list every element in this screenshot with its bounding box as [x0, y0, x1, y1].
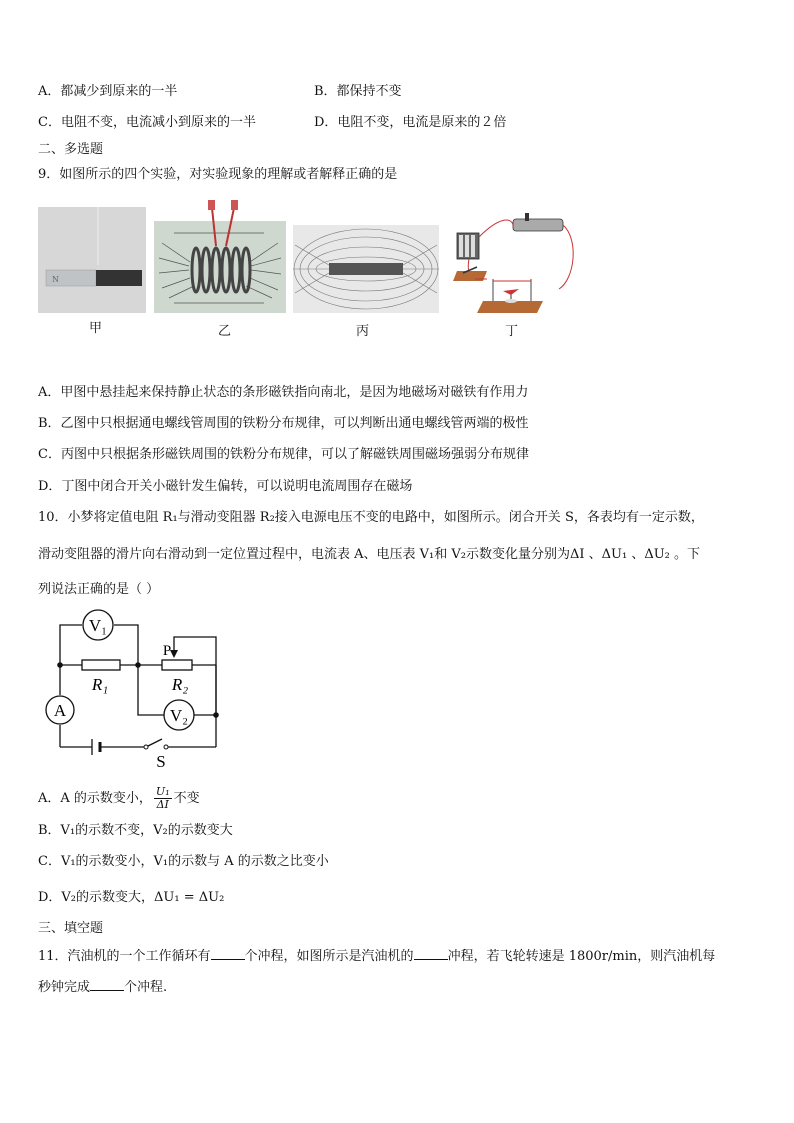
section-fill-blank-heading: 三、填空题 — [38, 921, 104, 936]
figure-jia-suspended-magnet — [38, 207, 146, 313]
figure-caption-ding: 丁 — [505, 324, 519, 339]
switch-s-label: S — [156, 752, 166, 770]
q10-option-c: C．V₁的示数变小，V₁的示数与 A 的示数之比变小 — [38, 854, 329, 869]
figure-bing-bar-magnet-iron-filings — [293, 225, 439, 313]
q11-blank-3[interactable] — [90, 978, 124, 991]
q10-option-a — [38, 786, 200, 811]
q10-option-b: B．V₁的示数不变，V₂的示数变大 — [38, 823, 233, 838]
fraction-numerator: U₁ — [155, 785, 170, 798]
slider-p-label: P — [162, 643, 172, 659]
q8-option-c: C．电阻不变，电流减小到原来的一半 — [38, 115, 256, 130]
q11-line-2 — [38, 978, 167, 996]
q11-part-2: 个冲程，如图所示是汽油机的 — [244, 949, 414, 964]
figure-ding-oersted-experiment — [449, 209, 576, 313]
q11-part-3: 冲程，若飞轮转速是 1800r/min，则汽油机每 — [447, 949, 716, 964]
q9-option-b: B．乙图中只根据通电螺线管周围的铁粉分布规律，可以判断出通电螺线管两端的极性 — [38, 416, 529, 431]
q10-option-d: D．V₂的示数变大，ΔU₁ = ΔU₂ — [38, 890, 225, 905]
figure-caption-yi: 乙 — [218, 324, 232, 339]
q10-stem-line-2: 滑动变阻器的滑片向右滑动到一定位置过程中，电流表 A、电压表 V₁和 V₂示数变化量分别为ΔI 、ΔU₁ 、ΔU₂ 。下 — [38, 547, 701, 562]
q8-option-b: B．都保持不变 — [314, 84, 402, 99]
ammeter-label: A — [53, 701, 67, 720]
q11-part-1: 11．汽油机的一个工作循环有 — [38, 949, 211, 964]
q8-option-a: A．都减少到原来的一半 — [38, 84, 178, 99]
q11-part-4: 秒钟完成 — [38, 980, 91, 995]
voltmeter-v2-label: V₂ — [169, 706, 189, 725]
figure-caption-bing: 丙 — [356, 324, 370, 339]
q9-option-c: C．丙图中只根据条形磁铁周围的铁粉分布规律，可以了解磁铁周围磁场强弱分布规律 — [38, 447, 529, 462]
q9-stem: 9．如图所示的四个实验，对实验现象的理解或者解释正确的是 — [38, 167, 398, 182]
resistor-r1-label: R₁ — [91, 675, 109, 694]
q10-option-a-text: A．A 的示数变小， — [38, 791, 152, 806]
q9-option-a: A．甲图中悬挂起来保持静止状态的条形磁铁指向南北，是因为地磁场对磁铁有作用力 — [38, 385, 529, 400]
q11-line-1 — [38, 947, 715, 965]
resistor-r2-label: R₂ — [171, 675, 189, 694]
q8-option-d: D．电阻不变，电流是原来的２倍 — [314, 115, 507, 130]
figure-caption-jia: 甲 — [89, 321, 103, 336]
figure-yi-solenoid-iron-filings — [154, 198, 286, 313]
q10-option-a-suffix: 不变 — [173, 791, 200, 806]
q11-blank-1[interactable] — [211, 947, 245, 960]
q10-stem-line-1: 10．小梦将定值电阻 R₁与滑动变阻器 R₂接入电源电压不变的电路中，如图所示。闭合开关 S，各表均有一定示数， — [38, 510, 704, 525]
q11-blank-2[interactable] — [414, 947, 448, 960]
q10-option-a-fraction — [154, 786, 172, 811]
q10-stem-line-3: 列说法正确的是（ ） — [38, 582, 160, 597]
circuit-diagram — [40, 605, 230, 770]
voltmeter-v1-label: V₁ — [88, 616, 108, 635]
fraction-denominator: ΔI — [156, 798, 169, 811]
section-multi-choice-heading: 二、多选题 — [38, 142, 104, 157]
q11-part-5: 个冲程. — [124, 980, 168, 995]
q9-option-d: D．丁图中闭合开关小磁针发生偏转，可以说明电流周围存在磁场 — [38, 479, 413, 494]
svg-text:N: N — [52, 275, 59, 284]
